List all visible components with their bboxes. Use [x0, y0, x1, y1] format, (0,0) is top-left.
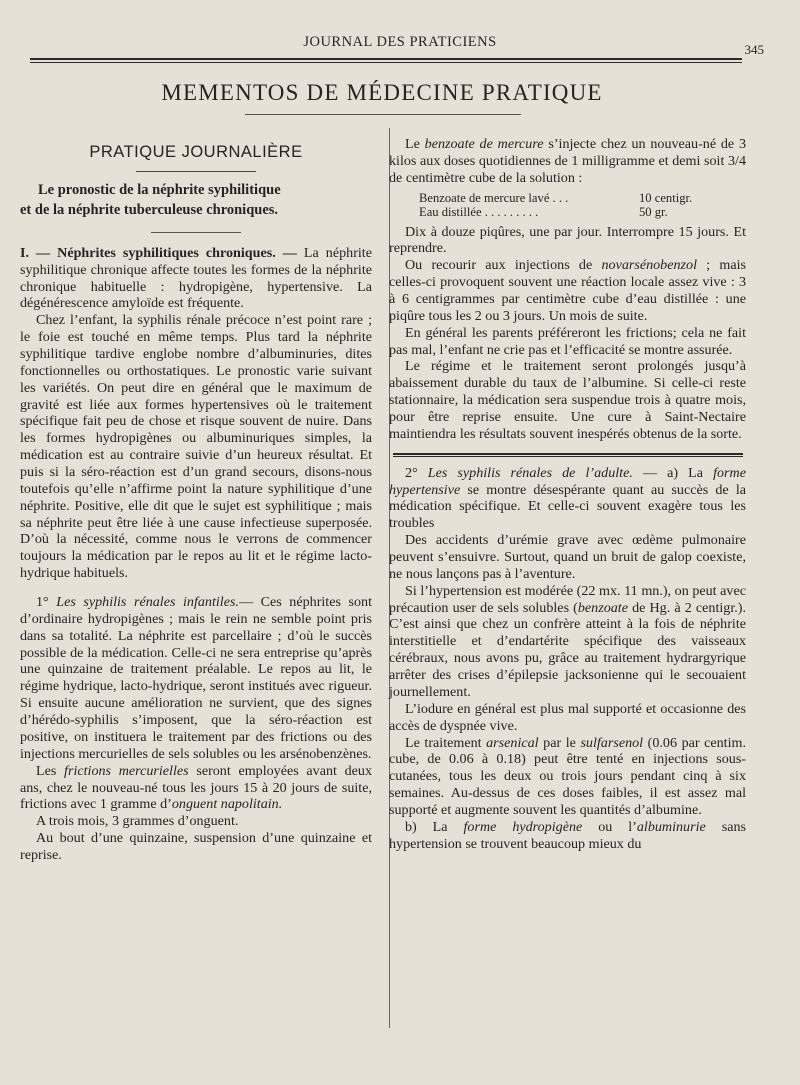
ars-pre: Le traitement: [405, 734, 482, 751]
article-title: [20, 180, 372, 220]
paragraph-infant: [20, 594, 372, 763]
paragraph-frictions: [20, 763, 372, 814]
adult-heading: Les syphilis rénales de l’adulte.: [427, 464, 633, 481]
nov-text: ; mais celles-ci provoquent souvent une réaction locale assez vive : 3 à 6 centigrammes par centimètre cube d’eau distillée : une piqûre tous les 2 ou 3 jours. Un mois de suite.: [389, 257, 747, 324]
benzoate-text: s’injecte chez un nouveau-né de 3 kilos aux doses quotidiennes de 1 milligramme et demi soit 3/4 de centimètre cube de la solution :: [389, 136, 747, 186]
nov-italic: novarsénobenzol: [601, 257, 697, 274]
adult-a: — a) La: [642, 464, 704, 481]
paragraph-hypertension: [389, 583, 746, 701]
hyper-pre: Si l’hypertension est modérée (22 mx. 11 mn.), on peut avec précaution user de sels solubles (: [389, 582, 746, 616]
part-1-text: La néphrite syphilitique chronique affecte toutes les formes de la néphrite chronique habituelle : hydropigène, hypertensive. La dégénérescence amyloïde est fréquente.: [20, 244, 372, 312]
benzoate-pre: Le: [405, 136, 420, 152]
formula-row: [419, 205, 746, 219]
paragraph-general: En général les parents préféreront les frictions; cela ne fait pas mal, l’enfant ne crie pas et l’efficacité se montre assurée.: [389, 324, 746, 358]
article-rule: [151, 232, 241, 233]
benzoate-italic: benzoate de mercure: [424, 136, 544, 152]
b-pre: b) La: [405, 818, 448, 835]
running-head: JOURNAL DES PRATICIENS: [303, 34, 497, 50]
paragraph-fortnight: Au bout d’une quinzaine, suspension d’une quinzaine et reprise.: [20, 830, 372, 863]
title-rule: [245, 114, 521, 115]
formula-block: [419, 191, 746, 219]
ars-italic: arsenical: [486, 734, 539, 751]
page-number: 345: [744, 42, 764, 57]
section-title: PRATIQUE JOURNALIÈRE: [89, 143, 303, 161]
left-column: [20, 136, 372, 864]
paragraph-benzoate: [389, 136, 746, 187]
paragraph-iodure: L’iodure en général est plus mal supporté et occasionne des accès de dyspnée vive.: [389, 700, 746, 734]
ars-italic-2: sulfarsenol: [580, 734, 644, 751]
section-break-thick: [393, 453, 743, 455]
paragraph-child: Chez l’enfant, la syphilis rénale précoce n’est point rare ; le foie est touché en même temps. Plus tard la néphrite syphilitique tardive englobe nombre d’albuminuries, dites fonctionnelles ou orthostatiques. Le pronostic varie suivant les variétés. On peut dire en général que le maximum de gravité est liée aux formes hypertensives où le traitement spécifique fait peu de chose et risque souvent de nuire. Dans les formes hydropigènes ou albuminuriques simples, la médication est au contraire suivie d’un heureux résultat. Et puis si la séro-réaction est d’un grand secours, disons-nous toutefois qu’elle n’affirme point la nature syphilitique d’une néphrite. Positive, elle dit que le sujet est syphilitique ; mais sa néphrite peut être liée à une cause infectieuse superposée. D’où la nécessité, comme nous le verrons de commencer toujours la médication par le repos au lit et le régime lacto-hydrique habituels.: [20, 312, 372, 582]
main-title: MEMENTOS DE MÉDECINE PRATIQUE: [161, 80, 603, 105]
paragraph-hydropigene: [389, 819, 746, 853]
formula-dose: 10 centigr.: [639, 190, 693, 205]
header-rule-thick: [30, 58, 742, 60]
frictions-italic-2: onguent napolitain.: [171, 796, 283, 813]
hyper-text: de Hg. à 2 centigr.). C’est ainsi que chez un confrère atteint à la fois de néphrite interstitielle et d’endartérite spécifique des vaisseaux cérébraux, nous avons pu, grâce au traitement hydrargyrique arrêter des crises d’épilepsie jacksonienne qui le secouaient journellement.: [389, 599, 746, 700]
hyper-italic: benzoate: [577, 599, 628, 616]
paragraph-three-months: A trois mois, 3 grammes d’onguent.: [36, 813, 239, 830]
paragraph-arsenical: [389, 735, 746, 819]
section-break: [393, 453, 746, 457]
paragraph-regime: Le régime et le traitement seront prolongés jusqu’à abaissement durable du taux de l’albumine. Si celle-ci reste stationnaire, la médication sera suspendue trois à quatre mois, pour être reprise ensuite. Une cure à Saint-Nectaire maintiendra les résultats souvent inespérés obtenus de la sorte.: [389, 358, 746, 442]
nov-pre: Ou recourir aux injections de: [405, 257, 593, 274]
infant-heading: Les syphilis rénales infantiles.: [56, 594, 239, 611]
b-mid: ou l’: [598, 818, 637, 835]
formula-ingredient: Eau distillée . . . . . . . . .: [419, 204, 539, 219]
header-rule-thin: [30, 62, 742, 63]
adult-form-italic: forme hypertensive: [389, 464, 746, 498]
infant-number: 1°: [36, 594, 49, 611]
adult-text: se montre désespérante quant au succès de la médication spécifique. Et celle-ci souvent exagère tous les troubles: [389, 481, 746, 532]
paragraph-adult: [389, 465, 746, 532]
paragraph-part-1: [20, 245, 372, 312]
paragraph-uremie: Des accidents d’urémie grave avec œdème pulmonaire peuvent s’ensuivre. Surtout, quand un bruit de galop coexiste, ne nous lançons pas à l’aventure.: [389, 532, 746, 582]
article-title-line-2: et de la néphrite tuberculeuse chroniques.: [20, 201, 279, 218]
formula-row: [419, 191, 746, 205]
section-break-thin: [393, 456, 743, 457]
paragraph-dix-a-douze: Dix à douze piqûres, une par jour. Interrompre 15 jours. Et reprendre.: [389, 223, 746, 257]
section-rule: [136, 171, 256, 172]
adult-number: 2°: [405, 464, 418, 481]
formula-dose: 50 gr.: [639, 204, 668, 219]
ars-mid: par le: [543, 734, 576, 751]
frictions-italic: frictions mercurielles: [64, 762, 189, 779]
b-text: sans hypertension se trouvent beaucoup mieux du: [389, 818, 746, 852]
paragraph-novarsenobenzol: [389, 257, 746, 324]
right-column: [389, 136, 746, 853]
infant-text: — Ces néphrites sont d’ordinaire hydropigènes ; mais le rein ne semble point pris dans sa totalité. La néphrite est parcellaire ; d’où le succès possible de la médication. Celle-ci ne sera entreprise qu’après une quinzaine de traitement préalable. Le repos au lit, le régime hydrique, lacto-hydrique, seront institués avec rigueur. Si ensuite aucune amélioration ne survient, que des signes d’hérédo-syphilis s’imposent, que la séro-réaction est positive, on instituera le traitement par des frictions ou des injections mercurielles de sels solubles ou les arsénobenzènes.: [20, 594, 372, 762]
b-italic: forme hydropigène: [463, 818, 583, 835]
frictions-pre: Les: [36, 762, 57, 779]
ars-text: (0.06 par centim. cube, de 0.06 à 0.18) peut être tenté en injections sous-cutanées, tous les deux ou trois jours pendant cinq à six semaines. Au-dessus de ces doses faibles, il est assez mal supporté et augmente souvent les quantités d’albumine.: [389, 734, 746, 818]
article-title-line-1: Le pronostic de la néphrite syphilitique: [38, 181, 281, 198]
part-1-heading: I. — Néphrites syphilitiques chroniques. —: [20, 244, 297, 261]
paragraph-gap: [20, 582, 372, 594]
b-italic-2: albuminurie: [636, 818, 706, 835]
formula-ingredient: Benzoate de mercure lavé . . .: [419, 190, 569, 205]
frictions-mid: seront employées avant deux ans, chez le nouveau-né tous les jours 15 à 20 jours de suite, frictions avec 1 gramme d’: [20, 762, 372, 813]
